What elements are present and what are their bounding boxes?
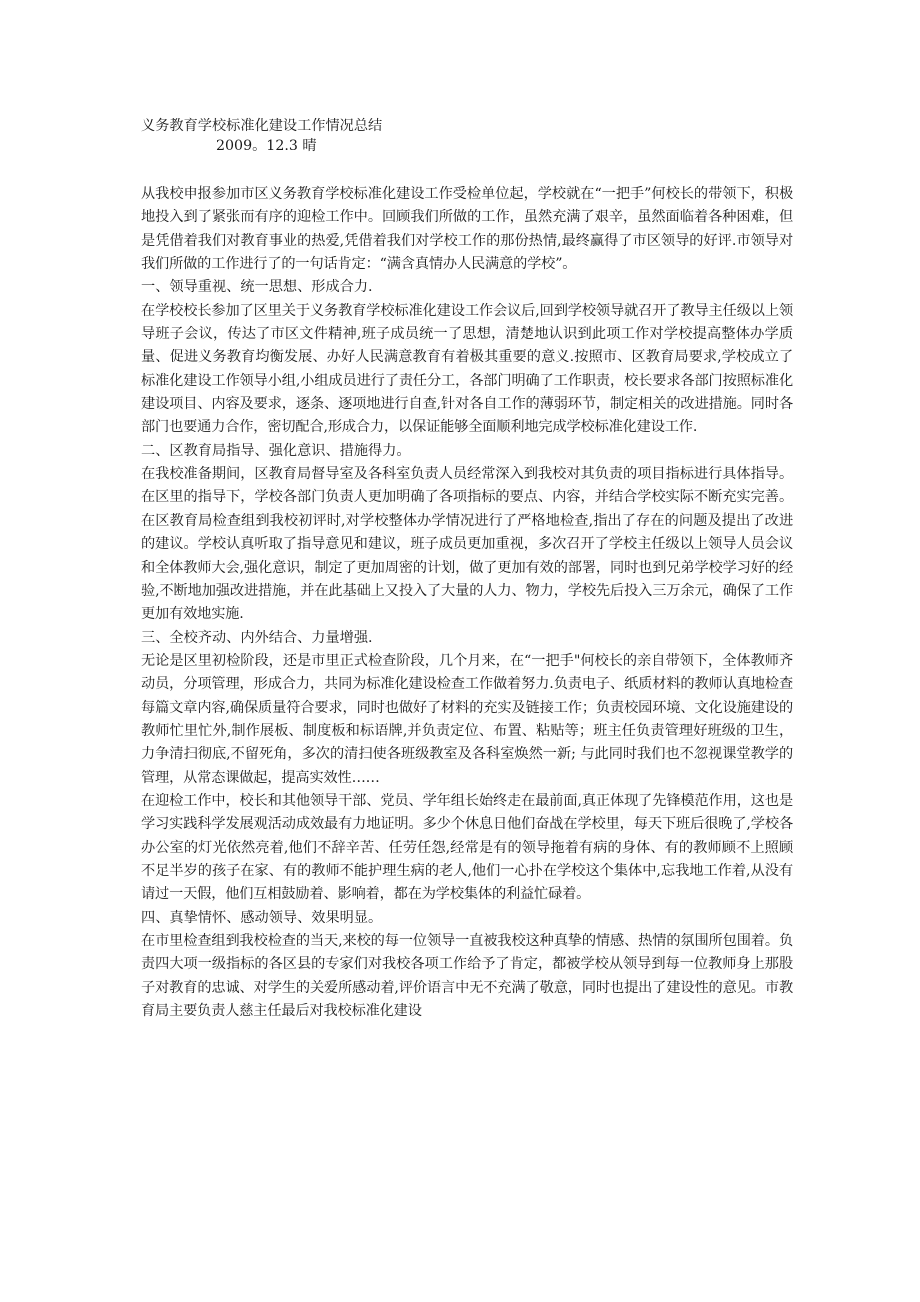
paragraph-section-4: 在市里检查组到我校检查的当天,来校的每一位领导一直被我校这种真挚的情感、热情的氛围所包围着。负责四大项一级指标的各区县的专家们对我校各项工作给予了肯定，都被学校从领导到每一位教师身上那股子对教育的忠诚、对学生的关爱所感动着,评价语言中无不充满了敬意，同时也提出了建设性的意见。市教育局主要负责人慈主任最后对我校标准化建设 (141, 933, 793, 1020)
section-heading-1: 一、领导重视、统一思想、形成合力. (141, 279, 373, 296)
document-date: 2009。12.3 晴 (216, 138, 317, 154)
document-body (141, 183, 793, 1023)
paragraph-section-1: 在学校校长参加了区里关于义务教育学校标准化建设工作会议后,回到学校领导就召开了教导主任级以上领导班子会议，传达了市区文件精神,班子成员统一了思想，清楚地认识到此项工作对学校提高整体办学质量、促进义务教育均衡发展、办好人民满意教育有着极其重要的意义.按照市、区教育局要求,学校成立了标准化建设工作领导小组,小组成员进行了责任分工，各部门明确了工作职责，校长要求各部门按照标准化建设项目、内容及要求，逐条、逐项地进行自查,针对各自工作的薄弱环节，制定相关的改进措施。同时各部门也要通力合作，密切配合,形成合力，以保证能够全面顺利地完成学校标准化建设工作. (141, 302, 793, 436)
paragraph-section-3b: 在迎检工作中，校长和其他领导干部、党员、学年组长始终走在最前面,真正体现了先锋模范作用，这也是学习实践科学发展观活动成效最有力地证明。多少个休息日他们奋战在学校里，每天下班后很晚了,学校各办公室的灯光依然亮着,他们不辞辛苦、任劳任怨,经常是有的领导拖着有病的身体、有的教师顾不上照顾不足半岁的孩子在家、有的教师不能护理生病的老人,他们一心扑在学校这个集体中,忘我地工作着,从没有请过一天假，他们互相鼓励着、影响着，都在为学校集体的利益忙碌着。 (141, 792, 793, 903)
spacer (141, 156, 793, 183)
paragraph-section-3a: 无论是区里初检阶段，还是市里正式检查阶段，几个月来，在“一把手"何校长的亲自带领下，全体教师齐动员，分项管理，形成合力，共同为标准化建设检查工作做着努力.负责电子、纸质材料的教师认真地检查每篇文章内容,确保质量符合要求，同时也做好了材料的充实及链接工作；负责校园环境、文化设施建设的教师忙里忙外,制作展板、制度板和标语牌,并负责定位、布置、粘贴等；班主任负责管理好班级的卫生，力争清扫彻底,不留死角，多次的清扫使各班级教室及各科室焕然一新; 与此同时我们也不忽视课堂教学的管理，从常态课做起，提高实效性…… (141, 652, 793, 786)
section-heading-3: 三、全校齐动、内外结合、力量增强. (141, 629, 373, 646)
document-page (141, 116, 793, 1023)
paragraph-section-2: 在我校准备期间，区教育局督导室及各科室负责人员经常深入到我校对其负责的项目指标进行具体指导。在区里的指导下，学校各部门负责人更加明确了各项指标的要点、内容，并结合学校实际不断充实完善。在区教育局检查组到我校初评时,对学校整体办学情况进行了严格地检查,指出了存在的问题及提出了改进的建议。学校认真听取了指导意见和建议，班子成员更加重视，多次召开了学校主任级以上领导人员会议和全体教师大会,强化意识，制定了更加周密的计划，做了更加有效的部署，同时也到兄弟学校学习好的经验,不断地加强改进措施，并在此基础上又投入了大量的人力、物力，学校先后投入三万余元，确保了工作更加有效地实施. (141, 466, 793, 623)
section-heading-2: 二、区教育局指导、强化意识、措施得力。 (141, 442, 411, 459)
paragraph-intro: 从我校申报参加市区义务教育学校标准化建设工作受检单位起，学校就在“一把手”何校长的带领下，积极地投入到了紧张而有序的迎检工作中。回顾我们所做的工作，虽然充满了艰辛，虽然面临着各种困难，但是凭借着我们对教育事业的热爱,凭借着我们对学校工作的那份热情,最终赢得了市区领导的好评.市领导对我们所做的工作进行了的一句话肯定：“满含真情办人民满意的学校”。 (141, 186, 793, 273)
section-heading-4: 四、真挚情怀、感动领导、效果明显。 (141, 909, 383, 926)
document-title: 义务教育学校标准化建设工作情况总结 (141, 118, 383, 134)
